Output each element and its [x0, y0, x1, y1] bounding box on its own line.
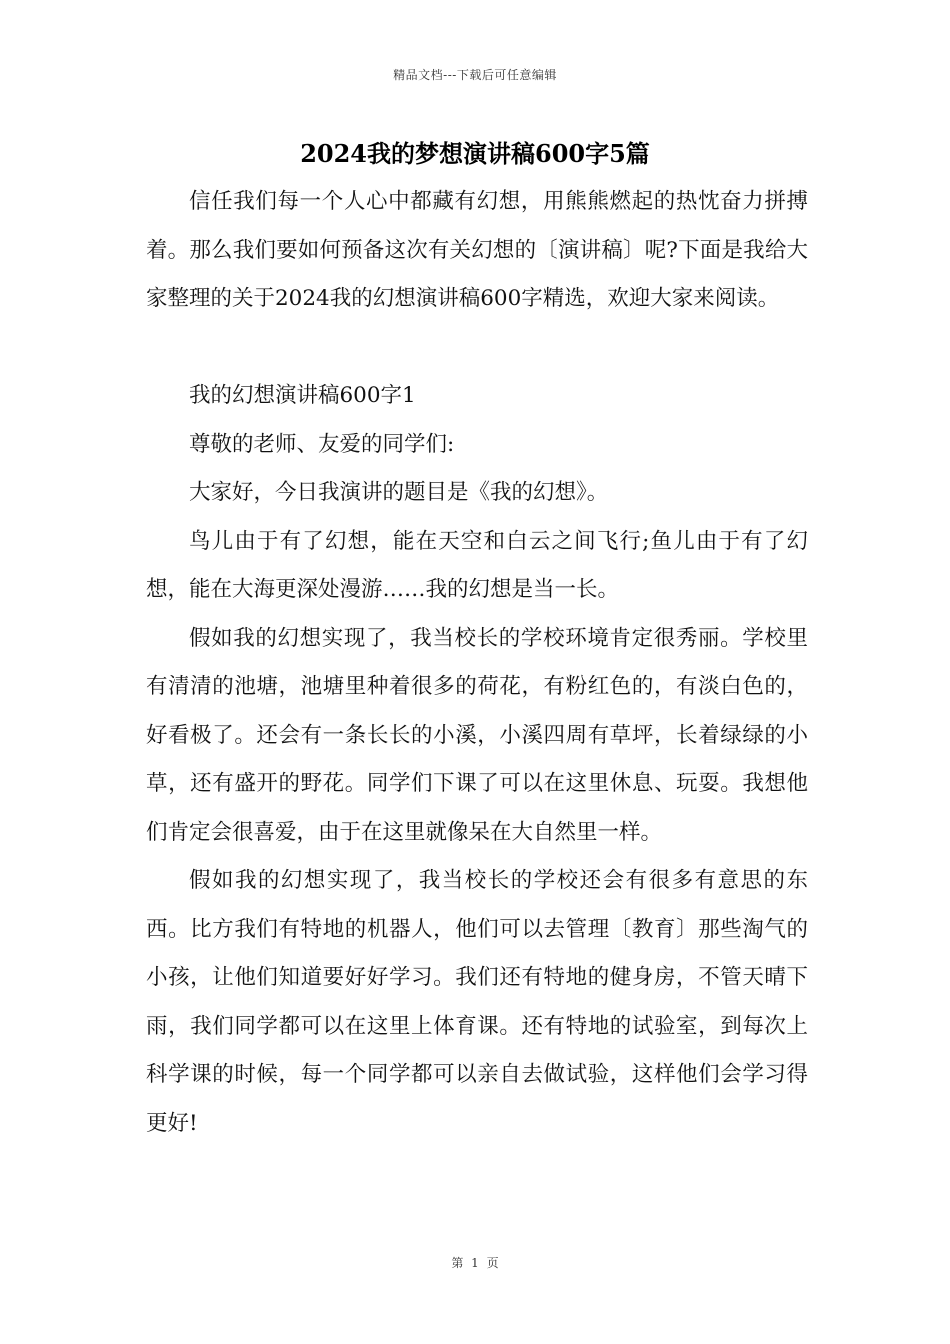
intro-paragraph: 信任我们每一个人心中都藏有幻想，用熊熊燃起的热忱奋力拼搏着。那么我们要如何预备这次有关幻想的〔演讲稿〕呢?下面是我给大家整理的关于2024我的幻想演讲稿600字精选，欢迎大家来阅读。	[146, 189, 808, 311]
greeting-paragraph: 大家好，今日我演讲的题目是《我的幻想》。	[189, 480, 609, 505]
body-paragraph: 鸟儿由于有了幻想，能在天空和白云之间飞行;鱼儿由于有了幻想，能在大海更深处漫游……我的幻想是当一长。	[146, 528, 808, 602]
document-title: 2024我的梦想演讲稿600字5篇	[300, 139, 650, 168]
section-heading: 我的幻想演讲稿600字1	[189, 383, 416, 408]
salutation-paragraph: 尊敬的老师、友爱的同学们:	[189, 431, 455, 457]
page-footer: 第 1 页	[451, 1256, 499, 1270]
body-paragraph: 假如我的幻想实现了，我当校长的学校环境肯定很秀丽。学校里有清清的池塘，池塘里种着很多的荷花，有粉红色的，有淡白色的，好看极了。还会有一条长长的小溪，小溪四周有草坪，长着绿绿的小草，还有盛开的野花。同学们下课了可以在这里休息、玩耍。我想他们肯定会很喜爱，由于在这里就像呆在大自然里一样。	[146, 625, 808, 845]
page-header: 精品文档---下载后可任意编辑	[393, 68, 557, 82]
paragraph-spacer	[146, 324, 808, 373]
document-body	[146, 178, 808, 1148]
body-paragraph: 假如我的幻想实现了，我当校长的学校还会有很多有意思的东西。比方我们有特地的机器人，他们可以去管理〔教育〕那些淘气的小孩，让他们知道要好好学习。我们还有特地的健身房，不管天晴下雨，我们同学都可以在这里上体育课。还有特地的试验室，到每次上科学课的时候，每一个同学都可以亲自去做试验，这样他们会学习得更好!	[146, 868, 808, 1136]
